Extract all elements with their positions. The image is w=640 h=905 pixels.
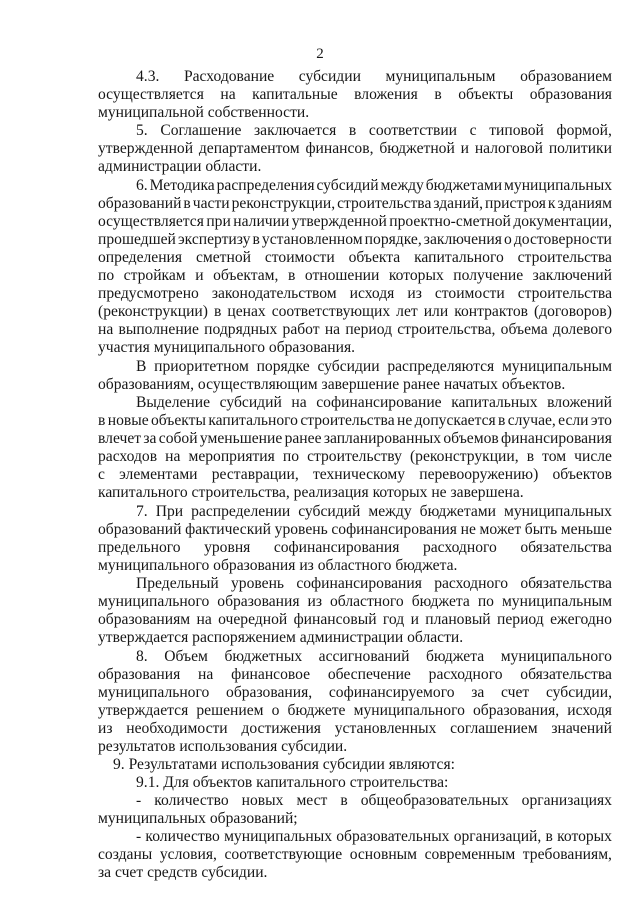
text-line: муниципального образования из областного бюджета. [98,557,458,574]
text-line: образованиям, осуществляющим завершение ранее начатых объектов. [98,376,566,393]
text-line: 6. Методика распределения субсидий между бюджетами муниципальных [136,177,612,194]
text-line: (реконструкции) в ценах соответствующих лет или контрактов (договоров) [98,303,612,320]
text-line: определения сметной стоимости объекта капитального строительства [98,249,612,266]
text-line: 4.3. Расходование субсидии муниципальным образованием [136,68,612,85]
page-number: 2 [316,46,324,62]
text-line: утвержденной департаментом финансов, бюджетной и налоговой политики [98,140,612,157]
text-line: муниципальной собственности. [98,104,310,121]
text-line: участия муниципального образования. [98,339,356,356]
text-line: утверждается решением о бюджете муниципального образования, исходя [98,702,612,719]
text-line: Выделение субсидий на софинансирование капитальных вложений [136,394,612,411]
text-line: результатов использования субсидии. [98,738,348,755]
text-line: образования на финансовое обеспечение расходного обязательства [98,666,612,683]
text-line: 7. При распределении субсидий между бюджетами муниципальных [136,503,612,520]
text-line: на выполнение подрядных работ на период строительства, объема долевого [98,321,612,338]
text-line: 5. Соглашение заключается в соответствии с типовой формой, [136,122,612,139]
text-line: В приоритетном порядке субсидии распределяются муниципальным [136,358,612,375]
text-line: предельного уровня софинансирования расходного обязательства [98,539,612,556]
text-line: из необходимости достижения установленных соглашением значений [98,720,612,737]
text-line: Предельный уровень софинансирования расходного обязательства [136,575,612,592]
text-line: - количество новых мест в общеобразовательных организациях [136,792,612,809]
text-line: осуществляется при наличии утвержденной проектно-сметной документации, [98,213,612,230]
text-line: утверждается распоряжением администрации области. [98,629,464,646]
text-line: расходов на мероприятия по строительству (реконструкции, в том числе [98,448,612,465]
text-line: с элементами реставрации, техническому перевооружению) объектов [98,466,612,483]
text-line: 9.1. Для объектов капитального строительства: [136,774,449,791]
text-line: муниципальных образований; [98,810,298,827]
text-line: 8. Объем бюджетных ассигнований бюджета муниципального [136,648,612,665]
text-line: 9. Результатами использования субсидии являются: [113,756,455,773]
text-line: осуществляется на капитальные вложения в объекты образования [98,86,612,103]
text-line: капитального строительства, реализация которых не завершена. [98,484,524,501]
text-line: по стройкам и объектам, в отношении которых получение заключений [98,267,612,284]
text-line: предусмотрено законодательством исходя из стоимости строительства [98,285,612,302]
text-line: в новые объекты капитального строительства не допускается в случае, если это [98,412,612,429]
text-line: созданы условия, соответствующие основным современным требованиям, [98,846,612,863]
text-line: муниципального образования из областного бюджета по муниципальным [98,593,612,610]
text-line: влечет за собой уменьшение ранее запланированных объемов финансирования [98,430,612,447]
text-line: муниципального образования, софинансируемого за счет субсидии, [98,684,612,701]
text-line: образований фактический уровень софинансирования не может быть меньше [98,521,612,538]
text-line: образованиям на очередной финансовый год и плановый период ежегодно [98,611,612,628]
text-line: образований в части реконструкции, строительства зданий, пристроя к зданиям [98,195,612,212]
text-line: администрации области. [98,158,262,175]
text-line: прошедшей экспертизу в установленном порядке, заключения о достоверности [98,231,612,248]
text-line: за счет средств субсидии. [98,864,268,881]
text-line: - количество муниципальных образовательных организаций, в которых [136,828,612,845]
